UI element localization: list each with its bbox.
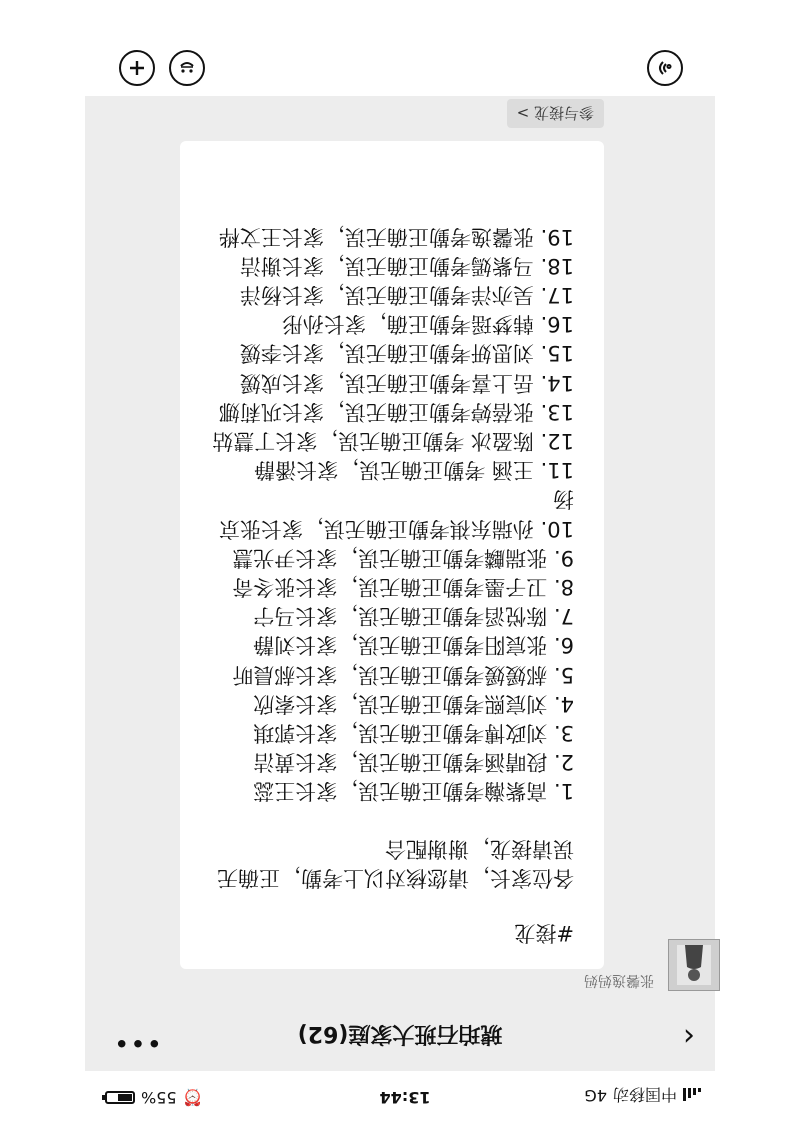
attendance-line: 1. 高紫瀚考勤正确无误，家长王蕊 [253,779,574,804]
chat-header [85,1001,715,1071]
input-toolbar [85,0,715,96]
status-bar [95,1075,715,1115]
attendance-line: 16. 韩梦瑶考勤正确，家长孙彤 [281,312,574,337]
emoji-icon[interactable] [169,50,205,86]
attendance-line: 8. 卫子墨考勤正确无误，家长张冬奇 [232,574,574,599]
attendance-line: 9. 张瑞麟考勤正确无误，家长尹光慧 [232,545,574,570]
attendance-line: 4. 刘宸熙考勤正确无误，家长索欣 [253,691,574,716]
attendance-line: 6. 张宸阳考勤正确无误，家长刘静 [253,633,574,658]
attendance-line: 10. 孙瑞东祺考勤正确无误，家长张京扬 [218,487,574,541]
sender-name: 张馨逸妈妈 [584,972,654,988]
status-right [105,1088,202,1107]
more-options-icon[interactable]: ••• [113,1027,163,1057]
attendance-line: 18. 马紫嫣考勤正确无误，家长谢洁 [239,253,574,278]
carrier-label: 中国移动 [612,1085,677,1104]
attendance-line: 3. 刘政博考勤正确无误，家长郭琪 [253,720,574,745]
message-bubble[interactable] [180,141,604,969]
attendance-line: 7. 陈悦滔考勤正确无误，家长马宁 [253,604,574,629]
join-solitaire-button[interactable]: 参与接龙 > [507,99,604,128]
attendance-line: 19. 张馨逸考勤正确无误，家长王文桦 [218,224,574,249]
chat-title: 琥珀石班大家庭(62) [297,1021,503,1046]
battery-icon [105,1091,135,1104]
alarm-icon: ⏰ [182,1088,203,1107]
back-chevron-icon[interactable]: ‹ [683,1019,695,1054]
attendance-list [200,221,574,805]
network-label: 4G [584,1086,607,1105]
attendance-line: 14. 岳上喜考勤正确无误，家长成媛 [239,370,574,395]
attendance-line: 15. 刘思妍考勤正确无误，家长李媛 [239,341,574,366]
clock: 13:44 [379,1088,431,1107]
attendance-line: 11. 王涵 考勤正确无误，家长潘静 [254,458,574,483]
avatar[interactable] [668,939,720,991]
attendance-line: 17. 吴亦洋考勤正确无误，家长杨洋 [239,282,574,307]
attendance-line: 5. 郝媛媛考勤正确无误，家长郝晨昕 [232,662,574,687]
battery-fill [118,1094,132,1101]
attendance-line: 12. 陈盈冰 考勤正确无误，家长丁慧姑 [212,428,574,453]
battery-percent: 55% [141,1088,177,1107]
attendance-line: 2. 段晴涵考勤正确无误，家长黄洁 [253,750,574,775]
voice-icon[interactable] [647,50,683,86]
message-intro: 各位家长，请您核对以上考勤，正确无误请接龙，谢谢配合 [217,836,574,890]
plus-icon[interactable] [119,50,155,86]
attendance-line: 13. 张蓓婷考勤正确无误，家长巩莉娜 [218,399,574,424]
solitaire-tag: #接龙 [514,921,574,945]
person-avatar-icon [677,945,711,985]
